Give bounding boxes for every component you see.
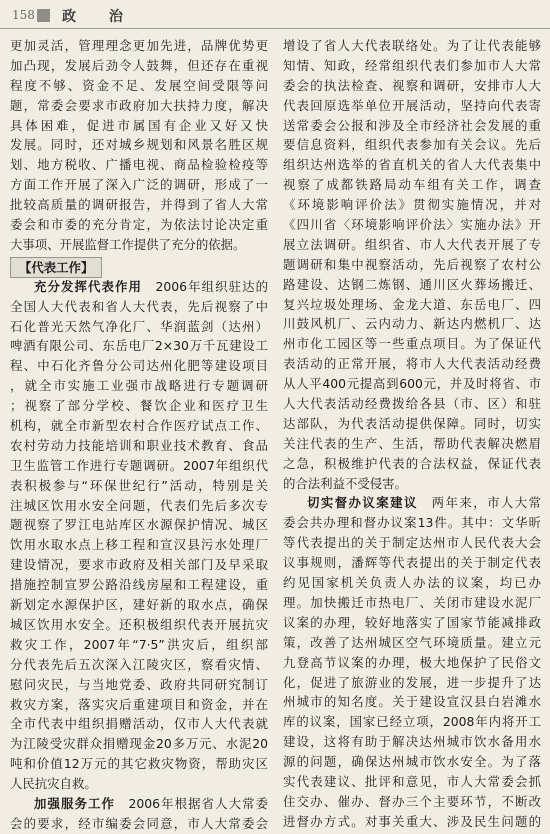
paragraph-line: 人民抗灾自救。 — [10, 776, 97, 792]
paragraph-line: 全国人大代表和省人大代表，先后视察了中 — [10, 298, 268, 314]
paragraph-line: 卫生监管工作进行专题调研。2007年组织代 — [10, 457, 268, 473]
left-column — [10, 36, 268, 834]
paragraph-line: 石化普光天然气净化厂、华润蓝剑（达州） — [10, 318, 268, 334]
paragraph-line: 表积极参与“环保世纪行”活动，特别是关 — [10, 477, 268, 493]
paragraph-representatives-text: 2006年组织驻达的 — [155, 278, 268, 294]
paragraph-line: 住交办、催办、督办三个主要环节，不断改 — [283, 793, 541, 809]
paragraph-line: 路建设、达钢二炼钢、通川区火葬场搬迁、 — [283, 276, 541, 292]
paragraph-line: 农村劳动力技能培训和职业技术教育、食品 — [10, 437, 268, 453]
paragraph-motions-text: 两年来，市人大常 — [431, 495, 541, 511]
paragraph-services-first-line — [10, 794, 268, 814]
paragraph-line: 注城区饮用水安全问题，代表们先后多次专 — [10, 497, 268, 513]
paragraph-line: 人大代表活动经费拨给各县（市、区）和驻 — [283, 396, 541, 412]
paragraph-line: 题，常委会要求市政府加大扶持力度，解决 — [10, 97, 268, 113]
paragraph-line: 慰问灾民，与当地党委、政府共同研究制订 — [10, 676, 268, 692]
section-title: 政 治 — [62, 9, 137, 25]
paragraph-motions-lead: 切实督办议案建议 — [307, 495, 418, 511]
paragraph-line: 救灾方案，落实灾后重建项目和资金，并在 — [10, 696, 268, 712]
paragraph-line: 大事项、开展监督工作提供了充分的依据。 — [10, 236, 246, 252]
paragraph-line: 约见国家机关负责人办法的议案，均已办 — [283, 575, 541, 591]
paragraph-line: 实代表建议、批评和意见，市人大常委会抓 — [283, 773, 541, 789]
paragraph-line: 程度不够、资金不足、发展空间受限等问 — [10, 77, 268, 93]
paragraph-representatives-lead: 充分发挥代表作用 — [34, 278, 142, 294]
paragraph-line: 州市化工园区等一些重点项目。为了保证代 — [283, 336, 541, 352]
paragraph-representatives-first-line — [10, 277, 268, 297]
paragraph-line: 城区饮用水安全。还积极组织代表开展抗灾 — [10, 616, 268, 632]
paragraph-line: 展立法调研。组织省、市人大代表开展了专 — [283, 236, 541, 252]
paragraph-line: 委会的执法检查、视察和调研，安排市人大 — [283, 77, 541, 93]
page-header — [0, 0, 550, 29]
paragraph-line: 知情、知政，经常组织代表们参加市人大常 — [283, 57, 541, 73]
paragraph-line: 策，改善了达州城区空气环境质量。建立元 — [283, 634, 541, 650]
paragraph-line: 更加灵活，管理理念更加先进，品牌优势更 — [10, 38, 268, 53]
paragraph-line: 程、中石化齐鲁分公司达州化肥等建设项目 — [10, 358, 268, 374]
paragraph-line: 组织达州选举的省直机关的省人大代表集中 — [283, 157, 541, 173]
paragraph-line: 理。加快搬迁市热电厂、关闭市建设水泥厂 — [283, 594, 541, 610]
paragraph-line: 送常委会公报和涉及全市经济社会发展的重 — [283, 117, 541, 133]
heading-row — [10, 255, 268, 277]
section-heading-representative-work: 【代表工作】 — [10, 257, 102, 278]
paragraph-line: 分代表先后五次深入江陵灾区，察看灾情、 — [10, 656, 268, 672]
paragraph-line: 建设，这将有助于解决达州城市饮水备用水 — [283, 734, 541, 750]
paragraph-line: 题调研和集中视察活动，先后视察了农村公 — [283, 256, 541, 272]
paragraph-line: 划、地方税收、广播电视、商品检验检疫等 — [10, 157, 268, 173]
right-column — [283, 36, 541, 832]
paragraph-line: 吨和价值12万元的其它救灾物资，帮助灾区 — [10, 756, 268, 772]
paragraph-line: 复兴垃圾处理场、金龙大道、东岳电厂、四 — [283, 296, 541, 312]
paragraph-line: 源的问题，确保达州城市饮水安全。为了落 — [283, 754, 541, 770]
paragraph-line: ，就全市实施工业强市战略进行专题调研 — [10, 378, 268, 394]
paragraph-services-lead: 加强服务工作 — [34, 795, 115, 811]
paragraph-line: 之急，积极维护代表的合法权益，保证代表 — [283, 455, 541, 471]
paragraph-services-text: 2006年根据省人大常委 — [128, 795, 268, 811]
paragraph-line: 建设情况，要求市政府及相关部门及早采取 — [10, 557, 268, 573]
paragraph-line: 具体困难，促进市属国有企业又好又快 — [10, 117, 268, 133]
spacer — [418, 495, 432, 510]
paragraph-line: 会的要求，经市编委会同意，市人大常委会 — [10, 815, 268, 831]
paragraph-line: 化，促进了旅游业的发展，进一步提升了达 — [283, 674, 541, 690]
paragraph-line: 议事规则，潘辉等代表提出的关于制定代表 — [283, 555, 541, 571]
paragraph-line: 全市代表中组织捐赠活动，仅市人大代表就 — [10, 716, 268, 732]
paragraph-line: ；视察了部分学校、餐饮企业和医疗卫生 — [10, 398, 268, 414]
paragraph-line: 措施控制宣罗公路沿线房屋和工程建设，重 — [10, 577, 268, 593]
paragraph-line: 增设了省人大代表联络处。为了让代表能够 — [283, 38, 541, 53]
paragraph-line: 视察了成都铁路局动车组有关工作，调查 — [283, 177, 541, 193]
paragraph-line: 机构，就全市新型农村合作医疗试点工作、 — [10, 418, 268, 434]
page-number: 158 — [12, 8, 35, 22]
paragraph-line: 题视察了罗江电站库区水源保护情况、城区 — [10, 517, 268, 533]
paragraph-line: 九登高节议案的办理，极大地保护了民俗文 — [283, 654, 541, 670]
header-square-mark — [37, 9, 50, 22]
paragraph-motions-first-line — [283, 493, 541, 513]
paragraph-line: 加凸现，发展后劲令人鼓舞，但还存在重视 — [10, 57, 268, 73]
paragraph-line: 要信息资料，组织代表参加有关会议。先后 — [283, 137, 541, 153]
paragraph-line: 议案的办理，较好地落实了国家节能减排政 — [283, 614, 541, 630]
paragraph-line: 川鼓风机厂、云内动力、新达内燃机厂、达 — [283, 316, 541, 332]
spacer — [142, 279, 156, 294]
paragraph-line: 发展。同时，还对城乡规划和风景名胜区规 — [10, 137, 268, 153]
spacer — [115, 796, 129, 811]
paragraph-line: 关注代表的生产、生活，帮助代表解决燃眉 — [283, 435, 541, 451]
paragraph-line: 等代表提出的关于制定达州市人民代表大会 — [283, 535, 541, 551]
paragraph-line: 新划定水源保护区，建好新的取水点，确保 — [10, 597, 268, 613]
paragraph-line: 饮用水取水点上移工程和宣汉县污水处理厂 — [10, 537, 268, 553]
paragraph-line: 《环境影响评价法》贯彻实施情况，并对 — [283, 197, 541, 213]
paragraph-line: 进督办方式。对事关重大、涉及民生问题的 — [283, 813, 541, 829]
paragraph-line: 批较高质量的调研报告，并得到了省人大常 — [10, 197, 268, 213]
paragraph-line: 从人平400元提高到600元，并及时将省、市 — [283, 376, 541, 392]
paragraph-line: 救灾工作，2007年“7·5”洪灾后，组织部 — [10, 636, 268, 652]
paragraph-line: 库的议案，国家已经立项，2008年内将开工 — [283, 714, 541, 730]
paragraph-line: 委会和市委的充分肯定，为依法讨论决定重 — [10, 217, 268, 233]
paragraph-line: 方面工作开展了深入广泛的调研，形成了一 — [10, 177, 268, 193]
paragraph-line: 为江陵受灾群众捐赠现金20多万元、水泥20 — [10, 736, 268, 752]
paragraph-line: 代表回原选举单位开展活动，坚持向代表寄 — [283, 97, 541, 113]
paragraph-line: 啤酒有限公司、东岳电厂2×30万千瓦建设工 — [10, 338, 268, 354]
paragraph-line: 达部队，为代表活动提供保障。同时，切实 — [283, 415, 541, 431]
paragraph-line: 委会共办理和督办议案13件。其中：文华昕 — [283, 515, 541, 531]
paragraph-line: 的合法利益不受侵害。 — [283, 475, 407, 491]
paragraph-line: 州城市的知名度。关于建设宣汉县白岩滩水 — [283, 694, 541, 710]
paragraph-line: 《四川省〈环境影响评价法〉实施办法》开 — [283, 217, 541, 233]
paragraph-line: 表活动的正常开展，将市人大代表活动经费 — [283, 356, 541, 372]
